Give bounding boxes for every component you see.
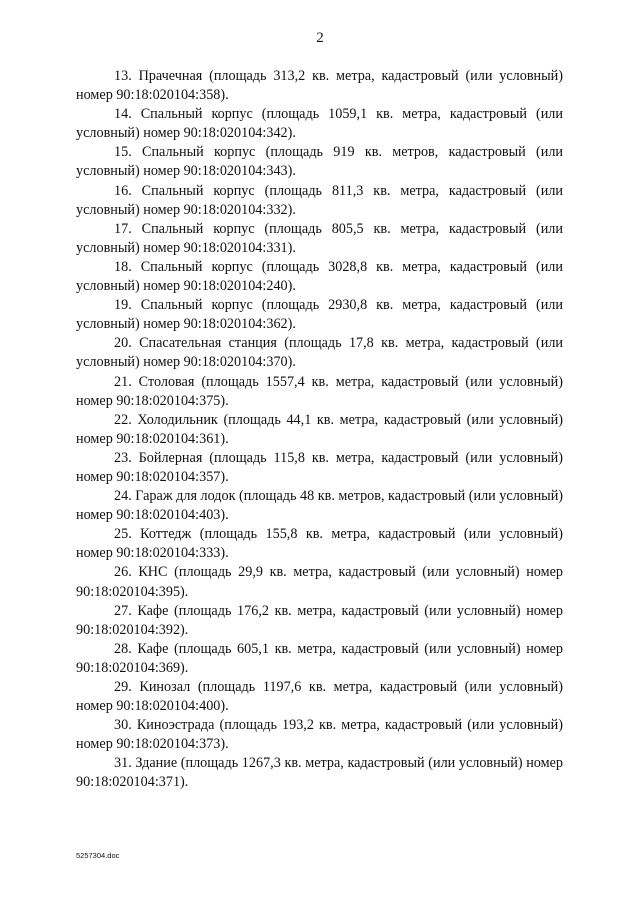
list-item: 28. Кафе (площадь 605,1 кв. метра, кадастровый (или условный) номер 90:18:020104:369). [76, 640, 563, 676]
list-item: 21. Столовая (площадь 1557,4 кв. метра, кадастровый (или условный) номер 90:18:020104:375). [76, 373, 563, 409]
list-item: 17. Спальный корпус (площадь 805,5 кв. метра, кадастровый (или условный) номер 90:18:020104:331). [76, 220, 563, 256]
list-item: 16. Спальный корпус (площадь 811,3 кв. метра, кадастровый (или условный) номер 90:18:020104:332). [76, 182, 563, 218]
list-item: 22. Холодильник (площадь 44,1 кв. метра, кадастровый (или условный) номер 90:18:020104:361). [76, 411, 563, 447]
list-item: 20. Спасательная станция (площадь 17,8 кв. метра, кадастровый (или условный) номер 90:18:020104:370). [76, 335, 563, 371]
list-item: 31. Здание (площадь 1267,3 кв. метра, кадастровый (или условный) номер 90:18:020104:371). [76, 755, 563, 791]
list-item: 24. Гараж для лодок (площадь 48 кв. метров, кадастровый (или условный) номер 90:18:020104:403). [76, 488, 564, 524]
document-code: 5257304.doc [76, 851, 120, 860]
list-item: 26. КНС (площадь 29,9 кв. метра, кадастровый (или условный) номер 90:18:020104:395). [76, 564, 563, 600]
list-item: 23. Бойлерная (площадь 115,8 кв. метра, кадастровый (или условный) номер 90:18:020104:357). [76, 449, 563, 485]
list-item: 25. Коттедж (площадь 155,8 кв. метра, кадастровый (или условный) номер 90:18:020104:333). [76, 526, 563, 562]
property-list [76, 67, 563, 793]
list-item: 15. Спальный корпус (площадь 919 кв. метров, кадастровый (или условный) номер 90:18:020104:343). [76, 144, 563, 180]
list-item: 30. Киноэстрада (площадь 193,2 кв. метра, кадастровый (или условный) номер 90:18:020104:373). [76, 717, 563, 753]
list-item: 14. Спальный корпус (площадь 1059,1 кв. метра, кадастровый (или условный) номер 90:18:020104:342). [76, 106, 563, 142]
list-item: 13. Прачечная (площадь 313,2 кв. метра, кадастровый (или условный) номер 90:18:020104:358). [76, 68, 563, 104]
page-number: 2 [316, 30, 324, 46]
list-item: 29. Кинозал (площадь 1197,6 кв. метра, кадастровый (или условный) номер 90:18:020104:400). [76, 679, 563, 715]
list-item: 27. Кафе (площадь 176,2 кв. метра, кадастровый (или условный) номер 90:18:020104:392). [76, 602, 563, 638]
list-item: 19. Спальный корпус (площадь 2930,8 кв. метра, кадастровый (или условный) номер 90:18:020104:362). [76, 297, 563, 333]
list-item: 18. Спальный корпус (площадь 3028,8 кв. метра, кадастровый (или условный) номер 90:18:020104:240). [76, 258, 563, 295]
